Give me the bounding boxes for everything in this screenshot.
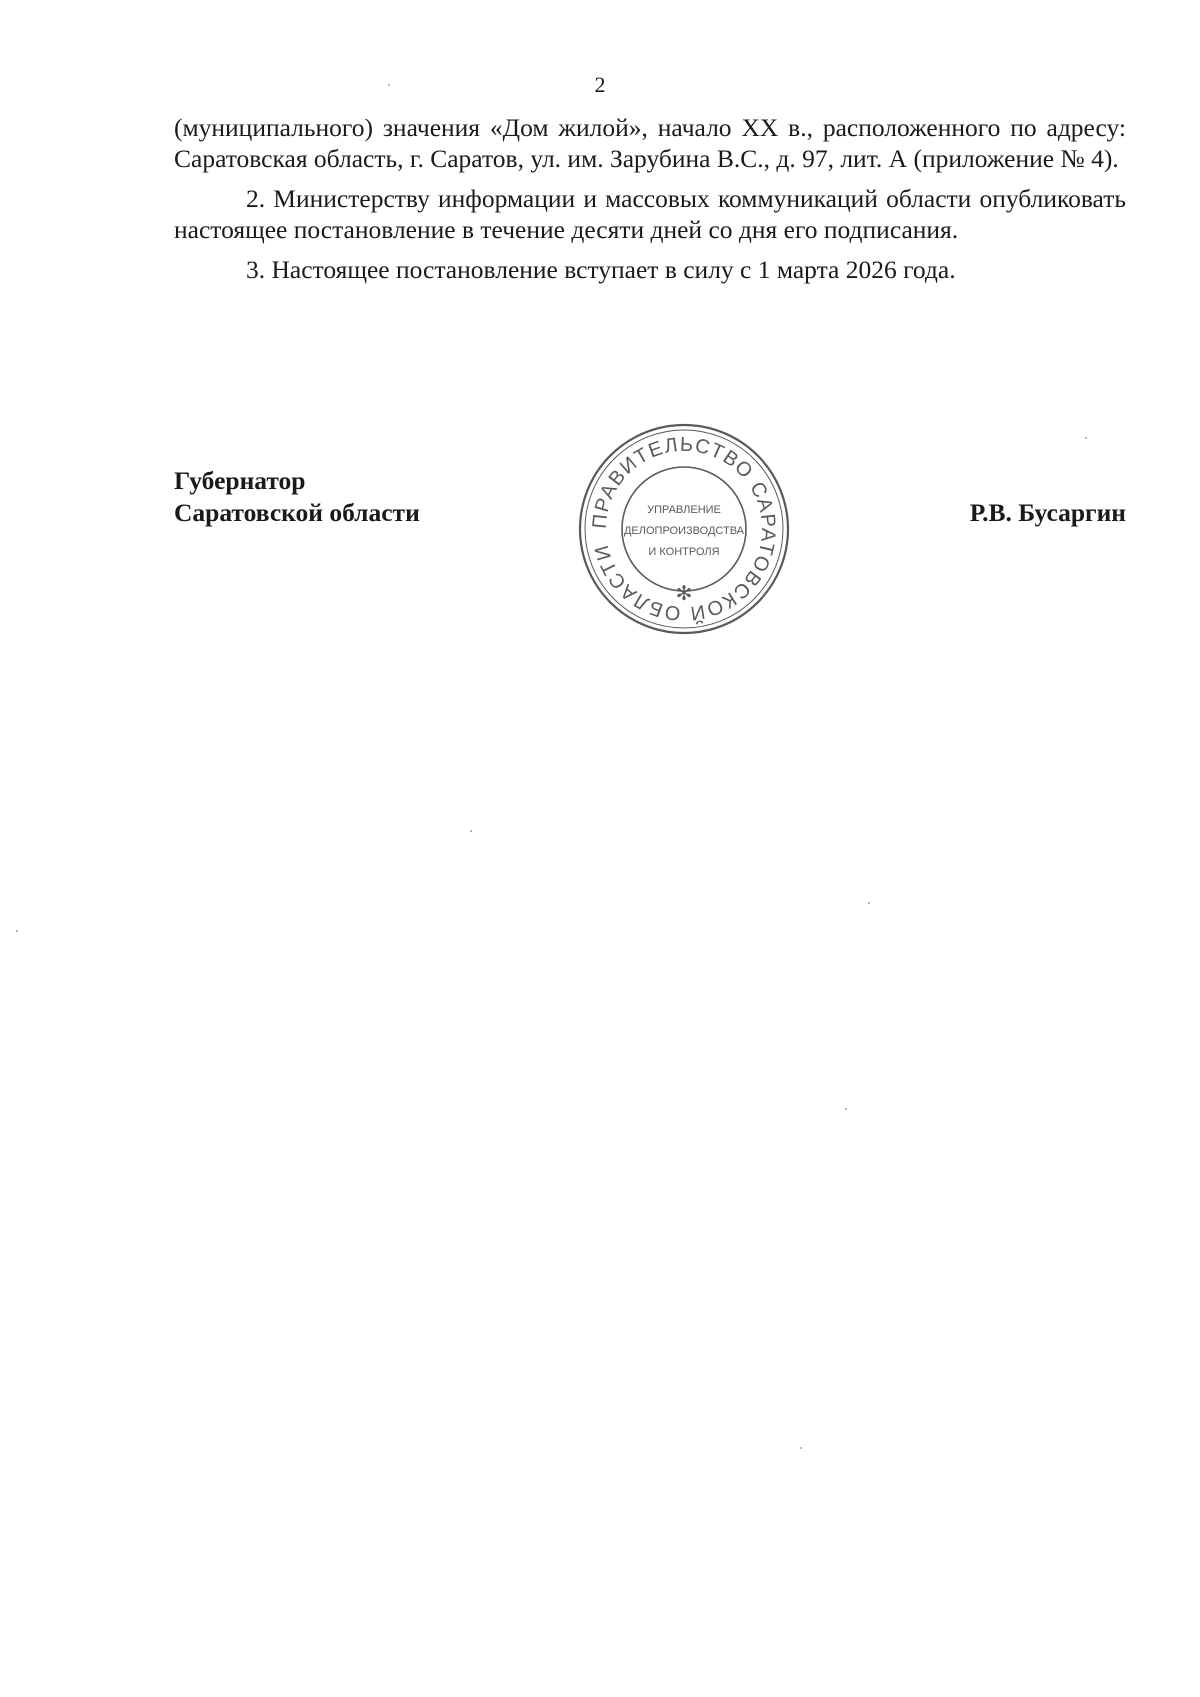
signatory-name: Р.В. Бусаргин <box>969 498 1126 527</box>
signatory-title <box>174 465 420 529</box>
seal-inner-line2: ДЕЛОПРОИЗВОДСТВА <box>623 525 745 537</box>
official-seal-stamp <box>575 420 793 638</box>
scan-speck <box>1085 437 1087 439</box>
scan-speck <box>800 1447 802 1449</box>
signatory-title-line2: Саратовской области <box>174 498 420 527</box>
page-number: 2 <box>594 72 606 97</box>
signatory-title-line1: Губернатор <box>174 466 306 495</box>
scan-speck <box>845 1108 847 1110</box>
scan-speck <box>868 902 870 904</box>
document-body <box>174 112 1126 285</box>
scan-speck <box>388 84 390 86</box>
paragraph-item-2: 2. Министерству информации и массовых коммуникаций области опубликовать настоящее постановление в течение десяти дней со дня его подписания. <box>174 184 1126 244</box>
paragraph-continuation: (муниципального) значения «Дом жилой», начало XX в., расположенного по адресу: Саратовская область, г. Саратов, ул. им. Зарубина В.С., д. 97, лит. А (приложение № 4). <box>174 113 1126 173</box>
seal-star: ✻ <box>675 581 693 605</box>
seal-inner-line1: УПРАВЛЕНИЕ <box>647 504 721 516</box>
scan-speck <box>16 930 18 932</box>
paragraph-item-3: 3. Настоящее постановление вступает в силу с 1 марта 2026 года. <box>246 255 956 284</box>
seal-outer-text: ПРАВИТЕЛЬСТВО САРАТОВСКОЙ ОБЛАСТИ <box>588 433 780 625</box>
scan-speck <box>470 830 472 832</box>
seal-inner-line3: И КОНТРОЛЯ <box>648 546 720 558</box>
